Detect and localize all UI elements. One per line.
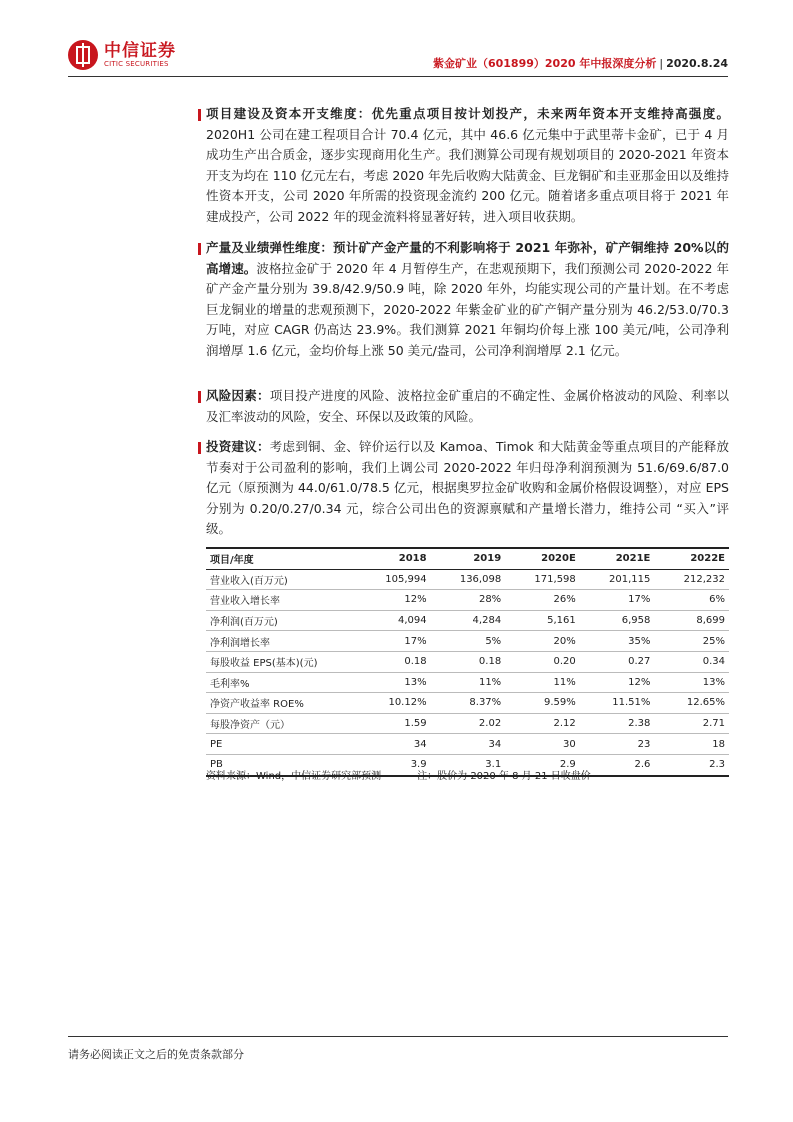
report-date: 2020.8.24: [666, 57, 728, 70]
table-row: [206, 713, 729, 734]
citic-logo: [68, 40, 176, 70]
section-heading: 项目建设及资本开支维度：优先重点项目按计划投产，未来两年资本开支维持高强度。: [206, 106, 729, 121]
value-cell: 3.1: [431, 754, 506, 775]
value-cell: 17%: [356, 631, 431, 652]
value-cell: 13%: [654, 672, 729, 693]
value-cell: 136,098: [431, 569, 506, 590]
section-heading: 投资建议：: [206, 439, 270, 454]
table-row: [206, 651, 729, 672]
table-row: [206, 569, 729, 590]
row-label-cell: PB: [206, 754, 356, 775]
value-cell: 35%: [580, 631, 655, 652]
value-cell: 25%: [654, 631, 729, 652]
value-cell: 2.6: [580, 754, 655, 775]
value-cell: 3.9: [356, 754, 431, 775]
value-cell: 2.3: [654, 754, 729, 775]
section-body: 考虑到铜、金、锌价运行以及 Kamoa、Timok 和大陆黄金等重点项目的产能释放节奏对于公司盈利的影响，我们上调公司 2020-2022 年归母净利润预测为 51.6/69.6/87.0 亿元（原预测为 44.0/61.0/78.5 亿元，根据奥罗拉金矿收购和金属价格假设调整），对应 EPS 分别为 0.20/0.27/0.34 元，综合公司出色的资源禀赋和产量增长潜力，维持公司 “买入”评级。: [206, 439, 729, 537]
row-label-cell: 每股净资产（元）: [206, 713, 356, 734]
row-label-cell: 净资产收益率 ROE%: [206, 693, 356, 714]
value-cell: 4,284: [431, 610, 506, 631]
value-cell: 2.38: [580, 713, 655, 734]
section-heading: 产量及业绩弹性维度：预计矿产金产量的不利影响将于 2021 年弥补，矿产铜维持 20%以的高增速。: [206, 240, 729, 276]
value-cell: 8.37%: [431, 693, 506, 714]
value-cell: 5%: [431, 631, 506, 652]
row-label-cell: 净利润增长率: [206, 631, 356, 652]
value-cell: 8,699: [654, 610, 729, 631]
table-row: [206, 610, 729, 631]
row-label-cell: 净利润(百万元): [206, 610, 356, 631]
value-cell: 12%: [356, 590, 431, 611]
value-cell: 2.12: [505, 713, 580, 734]
value-cell: 0.18: [356, 651, 431, 672]
header-divider: [68, 76, 728, 77]
section-heading: 风险因素：: [206, 388, 270, 403]
section-marker: [198, 391, 201, 403]
value-cell: 6,958: [580, 610, 655, 631]
value-cell: 34: [431, 734, 506, 755]
report-title: 紫金矿业（601899）2020 年中报深度分析 | 2020.8.24: [432, 57, 728, 70]
table-header-cell: 2021E: [580, 548, 655, 569]
value-cell: 0.34: [654, 651, 729, 672]
citic-logo-icon: [68, 40, 98, 70]
value-cell: 18: [654, 734, 729, 755]
value-cell: 23: [580, 734, 655, 755]
section-body: 波格拉金矿于 2020 年 4 月暂停生产，在悲观预期下，我们预测公司 2020-2022 年矿产金产量分别为 39.8/42.9/50.9 吨，除 2020 年外，均能实现公司的产量计划。在不考虑巨龙铜业的增量的悲观预测下，2020-2022 年紫金矿业的矿产铜产量分别为 46.2/53.0/70.3 万吨，对应 CAGR 仍高达 23.9%。我们测算 2021 年铜均价每上涨 100 美元/吨，公司净利润增厚 1.6 亿元，金均价每上涨 50 美元/盎司，公司净利润增厚 2.1 亿元。: [206, 260, 729, 358]
value-cell: 34: [356, 734, 431, 755]
price-note: 注：股价为 2020 年 8 月 21 日收盘价: [417, 771, 591, 782]
row-label-cell: PE: [206, 734, 356, 755]
table-header-cell: 2022E: [654, 548, 729, 569]
value-cell: 20%: [505, 631, 580, 652]
value-cell: 9.59%: [505, 693, 580, 714]
source-label: 资料来源：Wind，中信证券研究部预测: [206, 771, 382, 782]
value-cell: 212,232: [654, 569, 729, 590]
section-capex: [206, 104, 729, 228]
row-label-cell: 每股收益 EPS(基本)(元): [206, 651, 356, 672]
table-header-cell: 项目/年度: [206, 548, 356, 569]
section-marker: [198, 243, 201, 255]
table-header-cell: 2018: [356, 548, 431, 569]
footer-disclaimer: 请务必阅读正文之后的免责条款部分: [68, 1048, 244, 1061]
table-row: [206, 734, 729, 755]
financial-forecast-table: [206, 547, 729, 777]
value-cell: 28%: [431, 590, 506, 611]
section-output: [206, 238, 729, 362]
section-body: 2020H1 公司在建工程项目合计 70.4 亿元，其中 46.6 亿元集中于武里蒂卡金矿，已于 4 月成功生产出合质金，逐步实现商用化生产。我们测算公司现有规划项目的 2020-2021 年资本开支为均在 110 亿元左右，考虑 2020 年先后收购大陆黄金、巨龙铜矿和圭亚那金田以及维持性资本开支，公司 2020 年所需的投资现金流约 200 亿元。随着诸多重点项目将于 2021 年建成投产，公司 2022 年的现金流料将显著好转，进入项目收获期。: [206, 126, 729, 224]
report-title-text: 紫金矿业（601899）2020 年中报深度分析: [432, 57, 657, 70]
value-cell: 11%: [505, 672, 580, 693]
value-cell: 26%: [505, 590, 580, 611]
value-cell: 105,994: [356, 569, 431, 590]
page-header: [68, 40, 728, 76]
value-cell: 12%: [580, 672, 655, 693]
table-header-row: [206, 548, 729, 569]
section-investment: [206, 437, 729, 540]
row-label-cell: 营业收入增长率: [206, 590, 356, 611]
footer-divider: [68, 1036, 728, 1037]
table-row: [206, 672, 729, 693]
value-cell: 0.27: [580, 651, 655, 672]
value-cell: 2.71: [654, 713, 729, 734]
section-body: 项目投产进度的风险、波格拉金矿重启的不确定性、金属价格波动的风险、利率以及汇率波动的风险，安全、环保以及政策的风险。: [206, 388, 729, 424]
value-cell: 10.12%: [356, 693, 431, 714]
section-marker: [198, 109, 201, 121]
value-cell: 17%: [580, 590, 655, 611]
value-cell: 11%: [431, 672, 506, 693]
value-cell: 12.65%: [654, 693, 729, 714]
value-cell: 0.18: [431, 651, 506, 672]
value-cell: 2.02: [431, 713, 506, 734]
table-row: [206, 693, 729, 714]
row-label-cell: 营业收入(百万元): [206, 569, 356, 590]
section-marker: [198, 442, 201, 454]
row-label-cell: 毛利率%: [206, 672, 356, 693]
section-risk: [206, 386, 729, 427]
value-cell: 6%: [654, 590, 729, 611]
value-cell: 11.51%: [580, 693, 655, 714]
value-cell: 2.9: [505, 754, 580, 775]
table-row: [206, 590, 729, 611]
table-header-cell: 2019: [431, 548, 506, 569]
table-header-cell: 2020E: [505, 548, 580, 569]
value-cell: 171,598: [505, 569, 580, 590]
value-cell: 1.59: [356, 713, 431, 734]
logo-en-text: CITIC SECURITIES: [104, 59, 169, 68]
value-cell: 4,094: [356, 610, 431, 631]
table-row: [206, 631, 729, 652]
source-line: [206, 767, 591, 782]
value-cell: 201,115: [580, 569, 655, 590]
value-cell: 5,161: [505, 610, 580, 631]
logo-cn-text: 中信证券: [104, 40, 176, 61]
value-cell: 30: [505, 734, 580, 755]
value-cell: 13%: [356, 672, 431, 693]
value-cell: 0.20: [505, 651, 580, 672]
